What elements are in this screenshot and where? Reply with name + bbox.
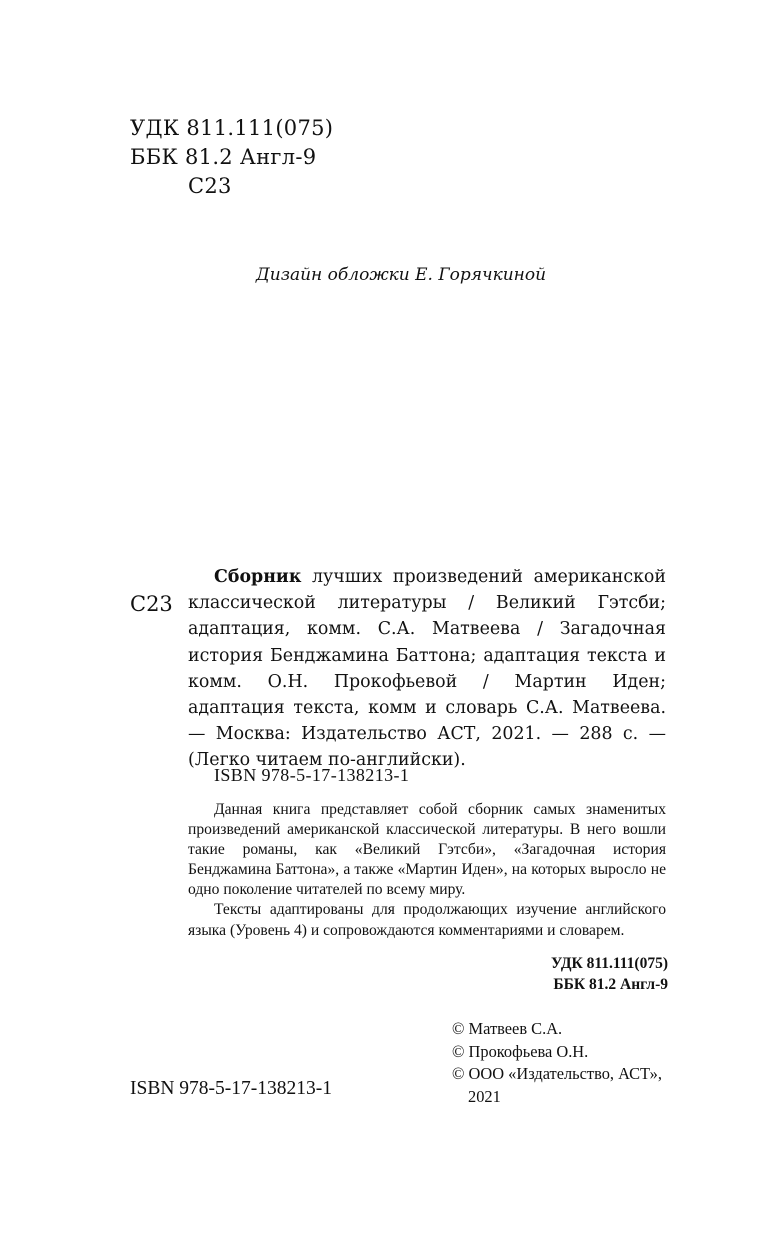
classification-bottom <box>488 953 668 995</box>
bbk-code: ББК 81.2 Англ-9 <box>130 145 317 169</box>
author-mark-record: С23 <box>130 592 173 616</box>
bibliographic-record <box>188 564 666 774</box>
record-title: Сборник <box>214 567 302 587</box>
bbk-code-bottom: ББК 81.2 Англ-9 <box>553 976 668 993</box>
isbn-bottom: ISBN 978-5-17-138213-1 <box>130 1078 333 1099</box>
udk-code-bottom: УДК 811.111(075) <box>551 955 668 972</box>
copyright-line-2: © Прокофьева О.Н. <box>452 1041 589 1061</box>
copyright-block <box>452 1018 692 1108</box>
cover-design-credit: Дизайн обложки Е. Горячкиной <box>255 265 547 285</box>
copyright-line-1: © Матвеев С.А. <box>452 1019 563 1038</box>
bibliographic-description <box>188 564 666 774</box>
udk-code: УДК 811.111(075) <box>130 116 334 140</box>
isbn-record: ISBN 978-5-17-138213-1 <box>214 765 410 785</box>
record-description: лучших произведений американской классической литературы / Великий Гэтсби; адаптация, комм. С.А. Матвеева / Загадочная история Бенджамина Баттона; адаптация текста и комм. О.Н. Прокофьевой / Мартин Иден; адаптация текста, комм и словарь С.А. Матвеева. — Москва: Издательство АСТ, 2021. — 288 с. — (Легко читаем по-английски). <box>188 567 666 771</box>
annotation-paragraph-1: Данная книга представляет собой сборник самых знаменитых произведений американской классической литературы. В него вошли такие романы, как «Великий Гэтсби», «Загадочная история Бенджамина Баттона», а также «Мартин Иден», на которых выросло не одно поколение читателей по всему миру. <box>188 801 666 899</box>
annotation-paragraph-2: Тексты адаптированы для продолжающих изучение английского языка (Уровень 4) и сопровождаются комментариями и словарем. <box>188 901 666 939</box>
copyright-line-3: © ООО «Издательство, АСТ», <box>452 1064 662 1083</box>
annotation <box>188 800 666 941</box>
author-mark-top: С23 <box>188 174 232 198</box>
copyright-year: 2021 <box>468 1086 501 1106</box>
